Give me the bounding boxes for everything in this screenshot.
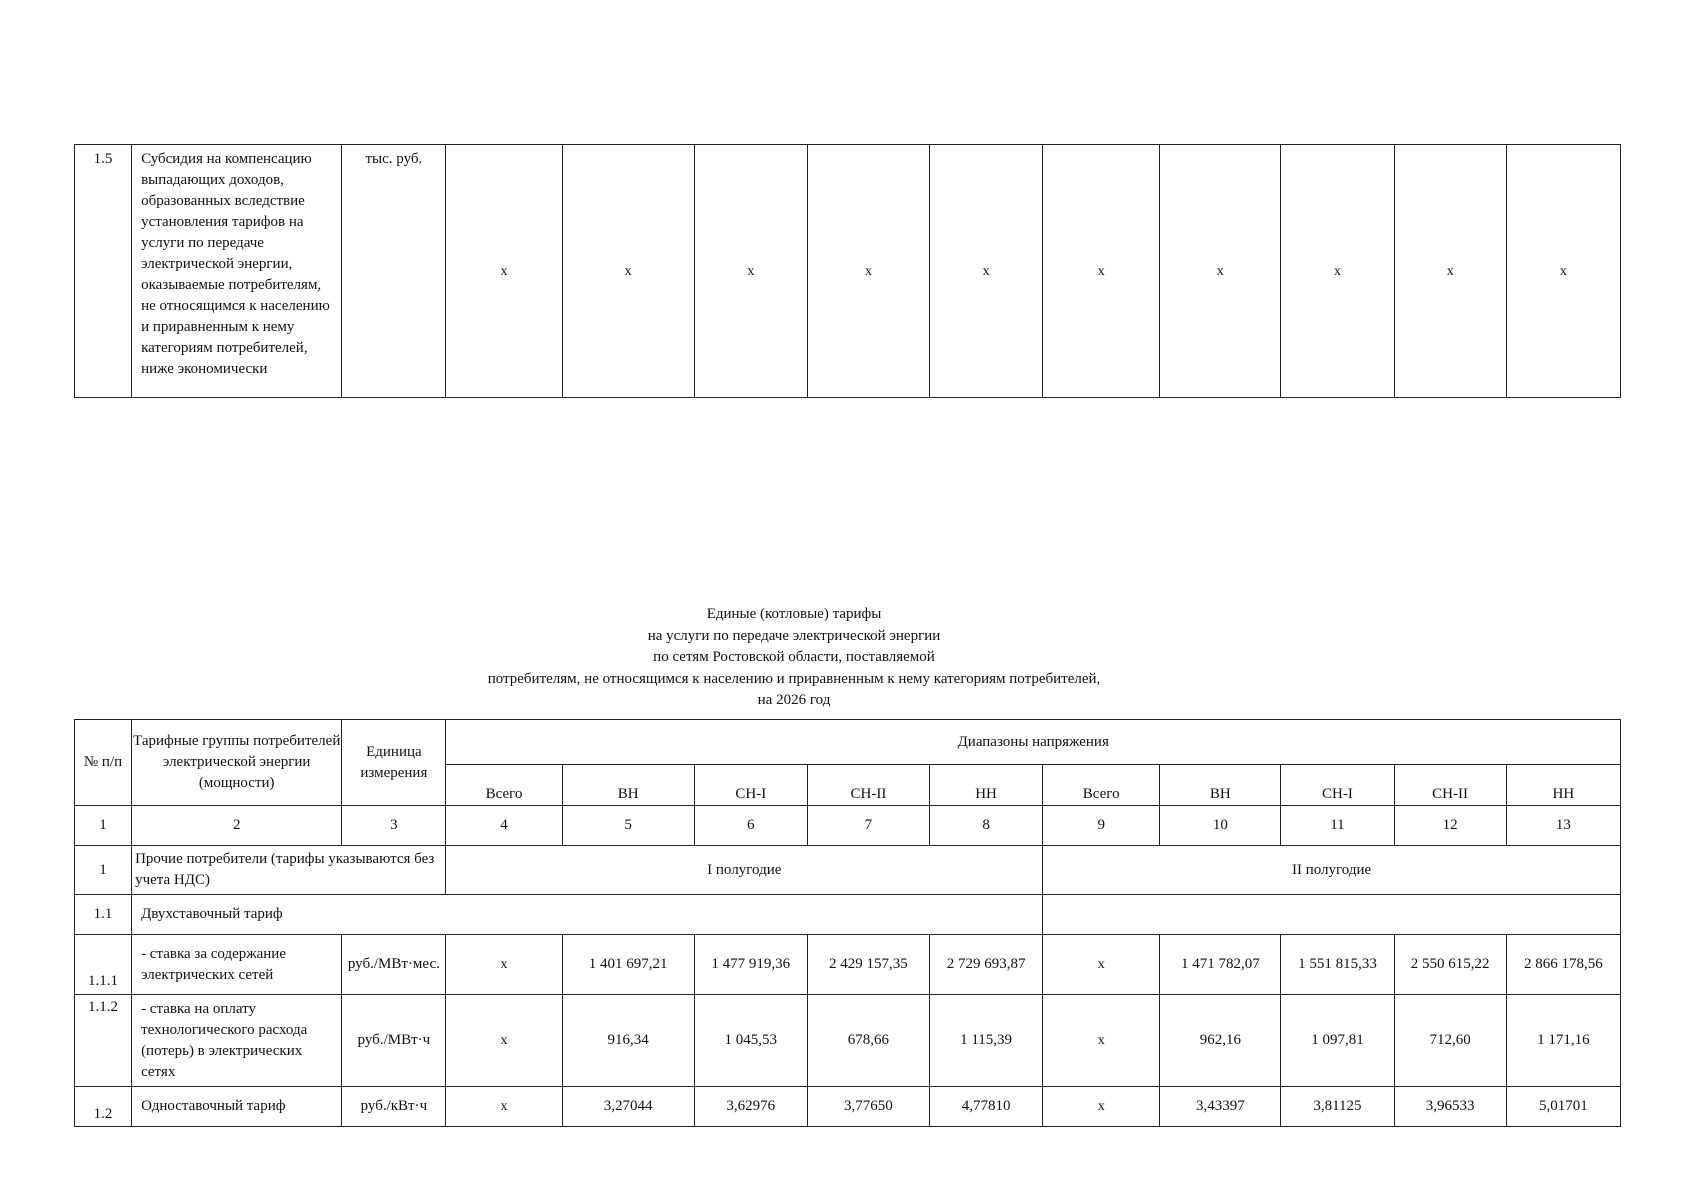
value-cell: 1 401 697,21: [562, 935, 694, 995]
row-number: 1.1.2: [75, 995, 132, 1087]
value-cell: 678,66: [807, 995, 929, 1087]
column-number: 5: [562, 806, 694, 846]
value-cell: 3,77650: [807, 1087, 929, 1127]
value-cell: 1 471 782,07: [1160, 935, 1281, 995]
value-cell: 962,16: [1160, 995, 1281, 1087]
value-cell: x: [1160, 145, 1281, 398]
column-number: 8: [930, 806, 1043, 846]
row-unit: руб./МВт·ч: [342, 995, 446, 1087]
header-unit: Единица измерения: [342, 720, 446, 806]
header-row: [75, 720, 1621, 765]
value-cell: 3,43397: [1160, 1087, 1281, 1127]
value-cell: x: [1043, 145, 1160, 398]
row-unit: тыс. руб.: [342, 145, 446, 398]
header-column: Всего: [1043, 765, 1160, 806]
row-unit: руб./МВт·мес.: [342, 935, 446, 995]
column-number: 12: [1394, 806, 1506, 846]
value-cell: x: [446, 995, 562, 1087]
table-row: [75, 995, 1621, 1087]
column-number: 10: [1160, 806, 1281, 846]
column-number: 1: [75, 806, 132, 846]
value-cell: x: [446, 145, 562, 398]
section-name: Прочие потребители (тарифы указываются без учета НДС): [132, 846, 446, 895]
row-name-cell: [132, 145, 342, 398]
column-number: 9: [1043, 806, 1160, 846]
column-number: 2: [132, 806, 342, 846]
table-row: [75, 1087, 1621, 1127]
section-row: [75, 846, 1621, 895]
row-name: Одноставочный тариф: [132, 1087, 342, 1127]
title-line: по сетям Ростовской области, поставляемой: [653, 649, 935, 665]
subsection-number: 1.1: [75, 895, 132, 935]
subsection-row: [75, 895, 1621, 935]
tariff-table: [74, 719, 1621, 1127]
row-name: Субсидия на компенсацию выпадающих доходов, образованных вследствие установления тарифов на услуги по передаче электрической энергии, оказываемые потребителям, не относящимся к населению и приравненным к нему категориям потребителей, ниже экономически: [141, 151, 330, 377]
column-number: 13: [1506, 806, 1620, 846]
column-number: 7: [807, 806, 929, 846]
value-cell: x: [446, 1087, 562, 1127]
value-cell: 2 866 178,56: [1506, 935, 1620, 995]
row-number: 1.2: [75, 1087, 132, 1127]
value-cell: x: [930, 145, 1043, 398]
top-table: [74, 144, 1621, 398]
title-line: Единые (котловые) тарифы: [706, 606, 882, 622]
row-name: - ставка за содержание электрических сетей: [132, 935, 342, 995]
value-cell: x: [1043, 935, 1160, 995]
value-cell: 2 729 693,87: [930, 935, 1043, 995]
subsection-name: Двухставочный тариф: [132, 895, 1043, 935]
value-cell: 3,27044: [562, 1087, 694, 1127]
header-column: СН-I: [1281, 765, 1394, 806]
column-numbers-row: [75, 806, 1621, 846]
value-cell: 1 477 919,36: [694, 935, 807, 995]
title-line: на услуги по передаче электрической энергии: [647, 627, 941, 644]
value-cell: x: [446, 935, 562, 995]
header-column: ВН: [562, 765, 694, 806]
value-cell: 5,01701: [1506, 1087, 1620, 1127]
header-column: СН-II: [807, 765, 929, 806]
value-cell: 1 097,81: [1281, 995, 1394, 1087]
value-cell: 916,34: [562, 995, 694, 1087]
header-column: СН-I: [694, 765, 807, 806]
header-column: СН-II: [1394, 765, 1506, 806]
value-cell: 1 551 815,33: [1281, 935, 1394, 995]
value-cell: 1 171,16: [1506, 995, 1620, 1087]
section-number: 1: [75, 846, 132, 895]
value-cell: 2 429 157,35: [807, 935, 929, 995]
header-column: НН: [1506, 765, 1620, 806]
value-cell: 3,62976: [694, 1087, 807, 1127]
row-name: - ставка на оплату технологического расхода (потерь) в электрических сетях: [132, 995, 342, 1087]
value-cell: 4,77810: [930, 1087, 1043, 1127]
header-group: Тарифные группы потребителей электрической энергии (мощности): [132, 720, 342, 806]
header-num: № п/п: [75, 720, 132, 806]
header-column: Всего: [446, 765, 562, 806]
column-number: 3: [342, 806, 446, 846]
value-cell: x: [1281, 145, 1394, 398]
half-year-2: II полугодие: [1043, 846, 1621, 895]
header-ranges: Диапазоны напряжения: [446, 720, 1621, 765]
row-unit: руб./кВт·ч: [342, 1087, 446, 1127]
empty-cell: [1043, 895, 1621, 935]
value-cell: x: [562, 145, 694, 398]
value-cell: 3,96533: [1394, 1087, 1506, 1127]
value-cell: 1 045,53: [694, 995, 807, 1087]
value-cell: x: [1394, 145, 1506, 398]
value-cell: 1 115,39: [930, 995, 1043, 1087]
document-title: [74, 604, 1514, 712]
title-line: потребителям, не относящимся к населению и приравненным к нему категориям потребителей,: [487, 670, 1101, 687]
table-row: [75, 935, 1621, 995]
value-cell: 712,60: [1394, 995, 1506, 1087]
row-number: 1.5: [75, 145, 132, 398]
value-cell: x: [1506, 145, 1620, 398]
header-column: НН: [930, 765, 1043, 806]
value-cell: x: [694, 145, 807, 398]
column-number: 4: [446, 806, 562, 846]
half-year-1: I полугодие: [446, 846, 1043, 895]
header-column: ВН: [1160, 765, 1281, 806]
value-cell: 3,81125: [1281, 1087, 1394, 1127]
row-number: 1.1.1: [75, 935, 132, 995]
column-number: 11: [1281, 806, 1394, 846]
title-line: на 2026 год: [757, 692, 831, 708]
value-cell: x: [807, 145, 929, 398]
value-cell: 2 550 615,22: [1394, 935, 1506, 995]
table-row: [75, 145, 1621, 398]
value-cell: x: [1043, 1087, 1160, 1127]
column-number: 6: [694, 806, 807, 846]
value-cell: x: [1043, 995, 1160, 1087]
